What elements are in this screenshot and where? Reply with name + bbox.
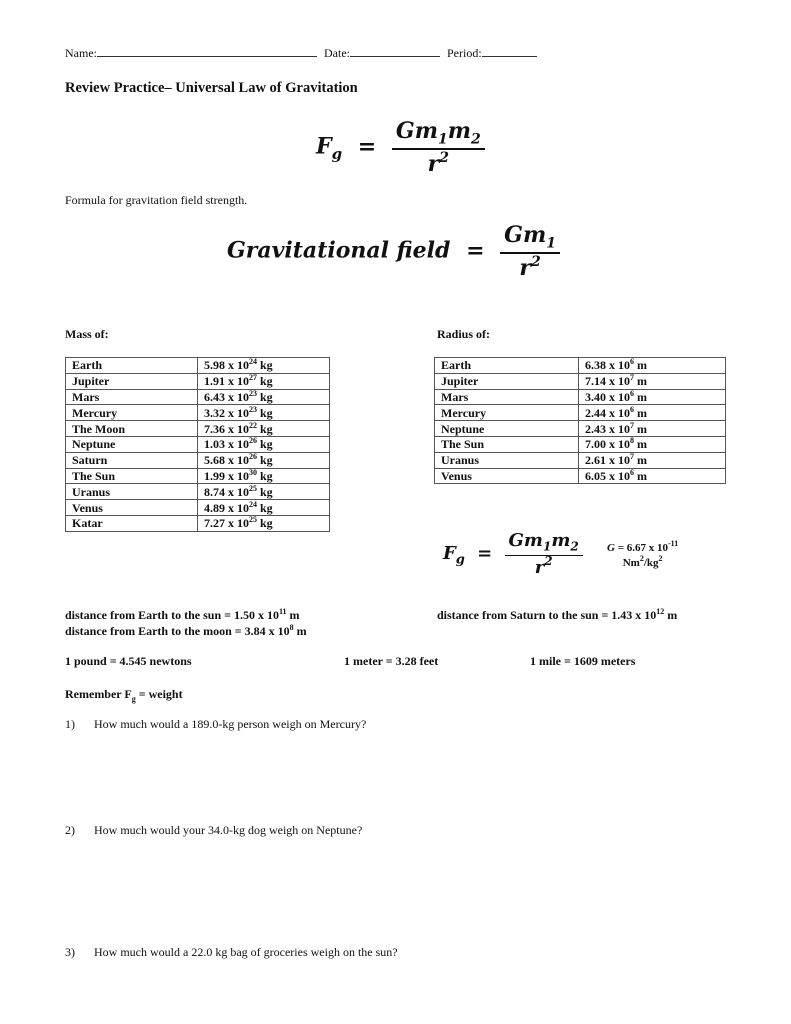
body-name-cell: The Moon (66, 421, 198, 437)
question-3 (65, 945, 398, 960)
formula-numerator-sub1: 1 (437, 131, 448, 148)
formula-small-numerator-m2: m (551, 530, 571, 551)
distance-earth-moon (65, 624, 307, 639)
field-formula-numerator-sub: 1 (546, 235, 556, 252)
mass-row (66, 452, 330, 468)
body-name-cell: Mars (66, 389, 198, 405)
page-title: Review Practice– Universal Law of Gravitation (65, 80, 358, 96)
value-exponent: 24 (249, 499, 257, 509)
body-name-cell: Venus (435, 468, 579, 484)
value-mantissa: 1.99 x 10 (204, 468, 249, 483)
field-formula-lhs: Gravitational field (227, 237, 451, 264)
value-unit: m (634, 453, 647, 468)
remember-note (65, 687, 183, 703)
question-text: How much would a 189.0-kg person weigh on Mercury? (94, 717, 367, 731)
value-exponent: 24 (249, 357, 257, 367)
distance-earth-sun (65, 608, 300, 623)
value-cell (198, 468, 330, 484)
remember-prefix: Remember F (65, 687, 132, 701)
date-label: Date: (324, 46, 350, 60)
formula-denominator: r (427, 151, 440, 178)
value-cell (579, 421, 726, 437)
value-mantissa: 5.98 x 10 (204, 358, 249, 373)
distance-earth-sun-exp: 11 (278, 607, 287, 616)
value-exponent: 8 (630, 436, 634, 446)
value-exponent: 25 (249, 515, 257, 525)
value-exponent: 25 (249, 483, 257, 493)
radius-row (435, 405, 726, 421)
formula-small-numerator-sub1: 1 (542, 539, 552, 554)
gravitational-constant (607, 541, 678, 571)
value-mantissa: 6.38 x 10 (585, 358, 630, 373)
question-text: How much would a 22.0 kg bag of groceries weigh on the sun? (94, 945, 398, 959)
value-unit: m (634, 374, 647, 389)
body-name-cell: Neptune (66, 436, 198, 452)
value-cell (579, 405, 726, 421)
remember-sub: g (131, 694, 136, 704)
body-name-cell: Mars (435, 389, 579, 405)
question-number: 1) (65, 717, 75, 731)
value-cell (198, 421, 330, 437)
period-field[interactable] (482, 46, 537, 57)
value-mantissa: 5.68 x 10 (204, 453, 249, 468)
mass-row (66, 373, 330, 389)
distance-earth-sun-unit: m (286, 608, 300, 622)
value-unit: m (634, 468, 647, 483)
radius-row (435, 373, 726, 389)
value-cell (198, 436, 330, 452)
value-cell (579, 468, 726, 484)
value-exponent: 23 (249, 404, 257, 414)
distance-earth-moon-unit: m (293, 624, 307, 638)
mass-row (66, 500, 330, 516)
formula-small-lhs-sub: g (455, 552, 465, 568)
formula-numerator: Gm (395, 118, 438, 144)
radius-row (435, 389, 726, 405)
value-unit: m (634, 421, 647, 436)
radius-row (435, 468, 726, 484)
body-name-cell: Saturn (66, 452, 198, 468)
value-mantissa: 3.40 x 10 (585, 389, 630, 404)
body-name-cell: Jupiter (66, 373, 198, 389)
body-name-cell: Mercury (66, 405, 198, 421)
distance-earth-sun-text: distance from Earth to the sun = 1.50 x 10 (65, 608, 279, 622)
conversion-pound: 1 pound = 4.545 newtons (65, 654, 192, 668)
formula-small-denominator: r (534, 556, 545, 578)
body-name-cell: Jupiter (435, 373, 579, 389)
field-formula-numerator: Gm (504, 222, 547, 248)
radius-table (434, 357, 726, 484)
body-name-cell: Venus (66, 500, 198, 516)
value-exponent: 6 (630, 404, 634, 414)
body-name-cell: The Sun (435, 436, 579, 452)
value-unit: kg (257, 468, 273, 483)
value-mantissa: 2.44 x 10 (585, 405, 630, 420)
date-field[interactable] (350, 46, 440, 57)
value-mantissa: 8.74 x 10 (204, 484, 249, 499)
value-unit: m (634, 405, 647, 420)
body-name-cell: Earth (435, 358, 579, 374)
body-name-cell: Neptune (435, 421, 579, 437)
remember-suffix: = weight (135, 687, 183, 701)
value-mantissa: 4.89 x 10 (204, 500, 249, 515)
radius-label: Radius of: (437, 327, 491, 341)
value-unit: kg (257, 358, 273, 373)
mass-row (66, 358, 330, 374)
formula-numerator-sub2: 2 (471, 131, 481, 148)
field-formula-denominator-exp: 2 (531, 254, 541, 271)
value-cell (198, 373, 330, 389)
value-exponent: 6 (630, 357, 634, 367)
field-formula-denominator: r (519, 255, 531, 282)
value-unit: kg (257, 516, 273, 531)
value-unit: kg (257, 437, 273, 452)
gconst-unit-a-exp: 2 (639, 554, 644, 563)
conversion-mile: 1 mile = 1609 meters (530, 654, 636, 668)
value-unit: m (634, 389, 647, 404)
value-mantissa: 7.27 x 10 (204, 516, 249, 531)
value-cell (198, 389, 330, 405)
value-exponent: 6 (630, 388, 634, 398)
student-info-header (65, 46, 537, 61)
period-label: Period: (447, 46, 482, 60)
gravitational-force-formula-small (443, 530, 583, 578)
value-exponent: 30 (249, 467, 257, 477)
mass-row (66, 405, 330, 421)
field-formula-fraction (500, 222, 560, 281)
formula-small-numerator: Gm (508, 530, 543, 551)
body-name-cell: Uranus (435, 452, 579, 468)
value-cell (198, 484, 330, 500)
value-unit: kg (257, 421, 273, 436)
radius-row (435, 436, 726, 452)
field-formula-equals: = (466, 237, 485, 264)
value-mantissa: 7.36 x 10 (204, 421, 249, 436)
value-mantissa: 1.91 x 10 (204, 374, 249, 389)
question-number: 2) (65, 823, 75, 837)
value-cell (579, 389, 726, 405)
question-text: How much would your 34.0-kg dog weigh on Neptune? (94, 823, 363, 837)
value-exponent: 6 (630, 467, 634, 477)
formula-small-denominator-exp: 2 (544, 553, 553, 568)
question-1 (65, 717, 366, 732)
mass-label: Mass of: (65, 327, 109, 341)
conversion-meter: 1 meter = 3.28 feet (344, 654, 439, 668)
body-name-cell: Earth (66, 358, 198, 374)
body-name-cell: Uranus (66, 484, 198, 500)
value-exponent: 26 (249, 436, 257, 446)
body-name-cell: Katar (66, 515, 198, 531)
name-field[interactable] (97, 46, 317, 57)
value-unit: kg (257, 405, 273, 420)
distance-saturn-sun-unit: m (664, 608, 678, 622)
mass-row (66, 515, 330, 531)
value-unit: kg (257, 484, 273, 499)
mass-row (66, 421, 330, 437)
value-cell (579, 373, 726, 389)
formula-lhs: F (316, 133, 332, 160)
value-mantissa: 6.05 x 10 (585, 468, 630, 483)
mass-row (66, 389, 330, 405)
value-cell (198, 500, 330, 516)
distance-earth-moon-exp: 8 (289, 623, 294, 632)
value-cell (198, 358, 330, 374)
value-cell (579, 358, 726, 374)
value-mantissa: 3.32 x 10 (204, 405, 249, 420)
gconst-unit-b: /kg (643, 557, 659, 569)
mass-row (66, 436, 330, 452)
value-mantissa: 7.14 x 10 (585, 374, 630, 389)
mass-table (65, 357, 330, 532)
value-unit: m (634, 437, 647, 452)
value-exponent: 7 (630, 373, 634, 383)
name-label: Name: (65, 46, 97, 60)
formula-small-lhs: F (443, 542, 456, 564)
gravitational-field-formula (227, 222, 560, 281)
value-cell (579, 436, 726, 452)
question-number: 3) (65, 945, 75, 959)
value-exponent: 26 (249, 452, 257, 462)
body-name-cell: Mercury (435, 405, 579, 421)
value-mantissa: 7.00 x 10 (585, 437, 630, 452)
value-exponent: 23 (249, 388, 257, 398)
distance-saturn-sun-exp: 12 (656, 607, 665, 616)
value-unit: kg (257, 389, 273, 404)
mass-row (66, 484, 330, 500)
value-mantissa: 2.61 x 10 (585, 453, 630, 468)
mass-row (66, 468, 330, 484)
body-name-cell: The Sun (66, 468, 198, 484)
value-unit: kg (257, 453, 273, 468)
value-exponent: 22 (249, 420, 257, 430)
gconst-unit-b-exp: 2 (658, 554, 663, 563)
formula-equals: = (357, 133, 377, 160)
gconst-symbol: G (607, 542, 615, 554)
distance-earth-moon-text: distance from Earth to the moon = 3.84 x 10 (65, 624, 290, 638)
value-cell (198, 515, 330, 531)
formula-small-equals: = (477, 542, 493, 564)
value-mantissa: 1.03 x 10 (204, 437, 249, 452)
field-strength-intro: Formula for gravitation field strength. (65, 193, 248, 207)
value-unit: kg (257, 374, 273, 389)
gconst-unit-a: Nm (622, 557, 640, 569)
formula-small-numerator-sub2: 2 (570, 539, 579, 554)
value-exponent: 7 (630, 420, 634, 430)
question-2 (65, 823, 362, 838)
value-mantissa: 6.43 x 10 (204, 389, 249, 404)
formula-lhs-sub: g (331, 145, 343, 164)
distance-saturn-sun-text: distance from Saturn to the sun = 1.43 x 10 (437, 608, 657, 622)
formula-small-fraction (505, 530, 583, 578)
gconst-exp: -11 (667, 539, 679, 548)
formula-numerator-m2: m (447, 118, 472, 144)
gravitational-force-formula (316, 118, 485, 177)
value-cell (198, 405, 330, 421)
formula-denominator-exp: 2 (439, 150, 449, 167)
value-cell (579, 452, 726, 468)
value-cell (198, 452, 330, 468)
distance-saturn-sun (437, 608, 677, 623)
value-unit: kg (257, 500, 273, 515)
value-unit: m (634, 358, 647, 373)
value-exponent: 27 (249, 373, 257, 383)
radius-row (435, 421, 726, 437)
gconst-value: = 6.67 x 10 (614, 542, 668, 554)
value-exponent: 7 (630, 452, 634, 462)
formula-fraction (392, 118, 485, 177)
value-mantissa: 2.43 x 10 (585, 421, 630, 436)
radius-row (435, 452, 726, 468)
radius-row (435, 358, 726, 374)
